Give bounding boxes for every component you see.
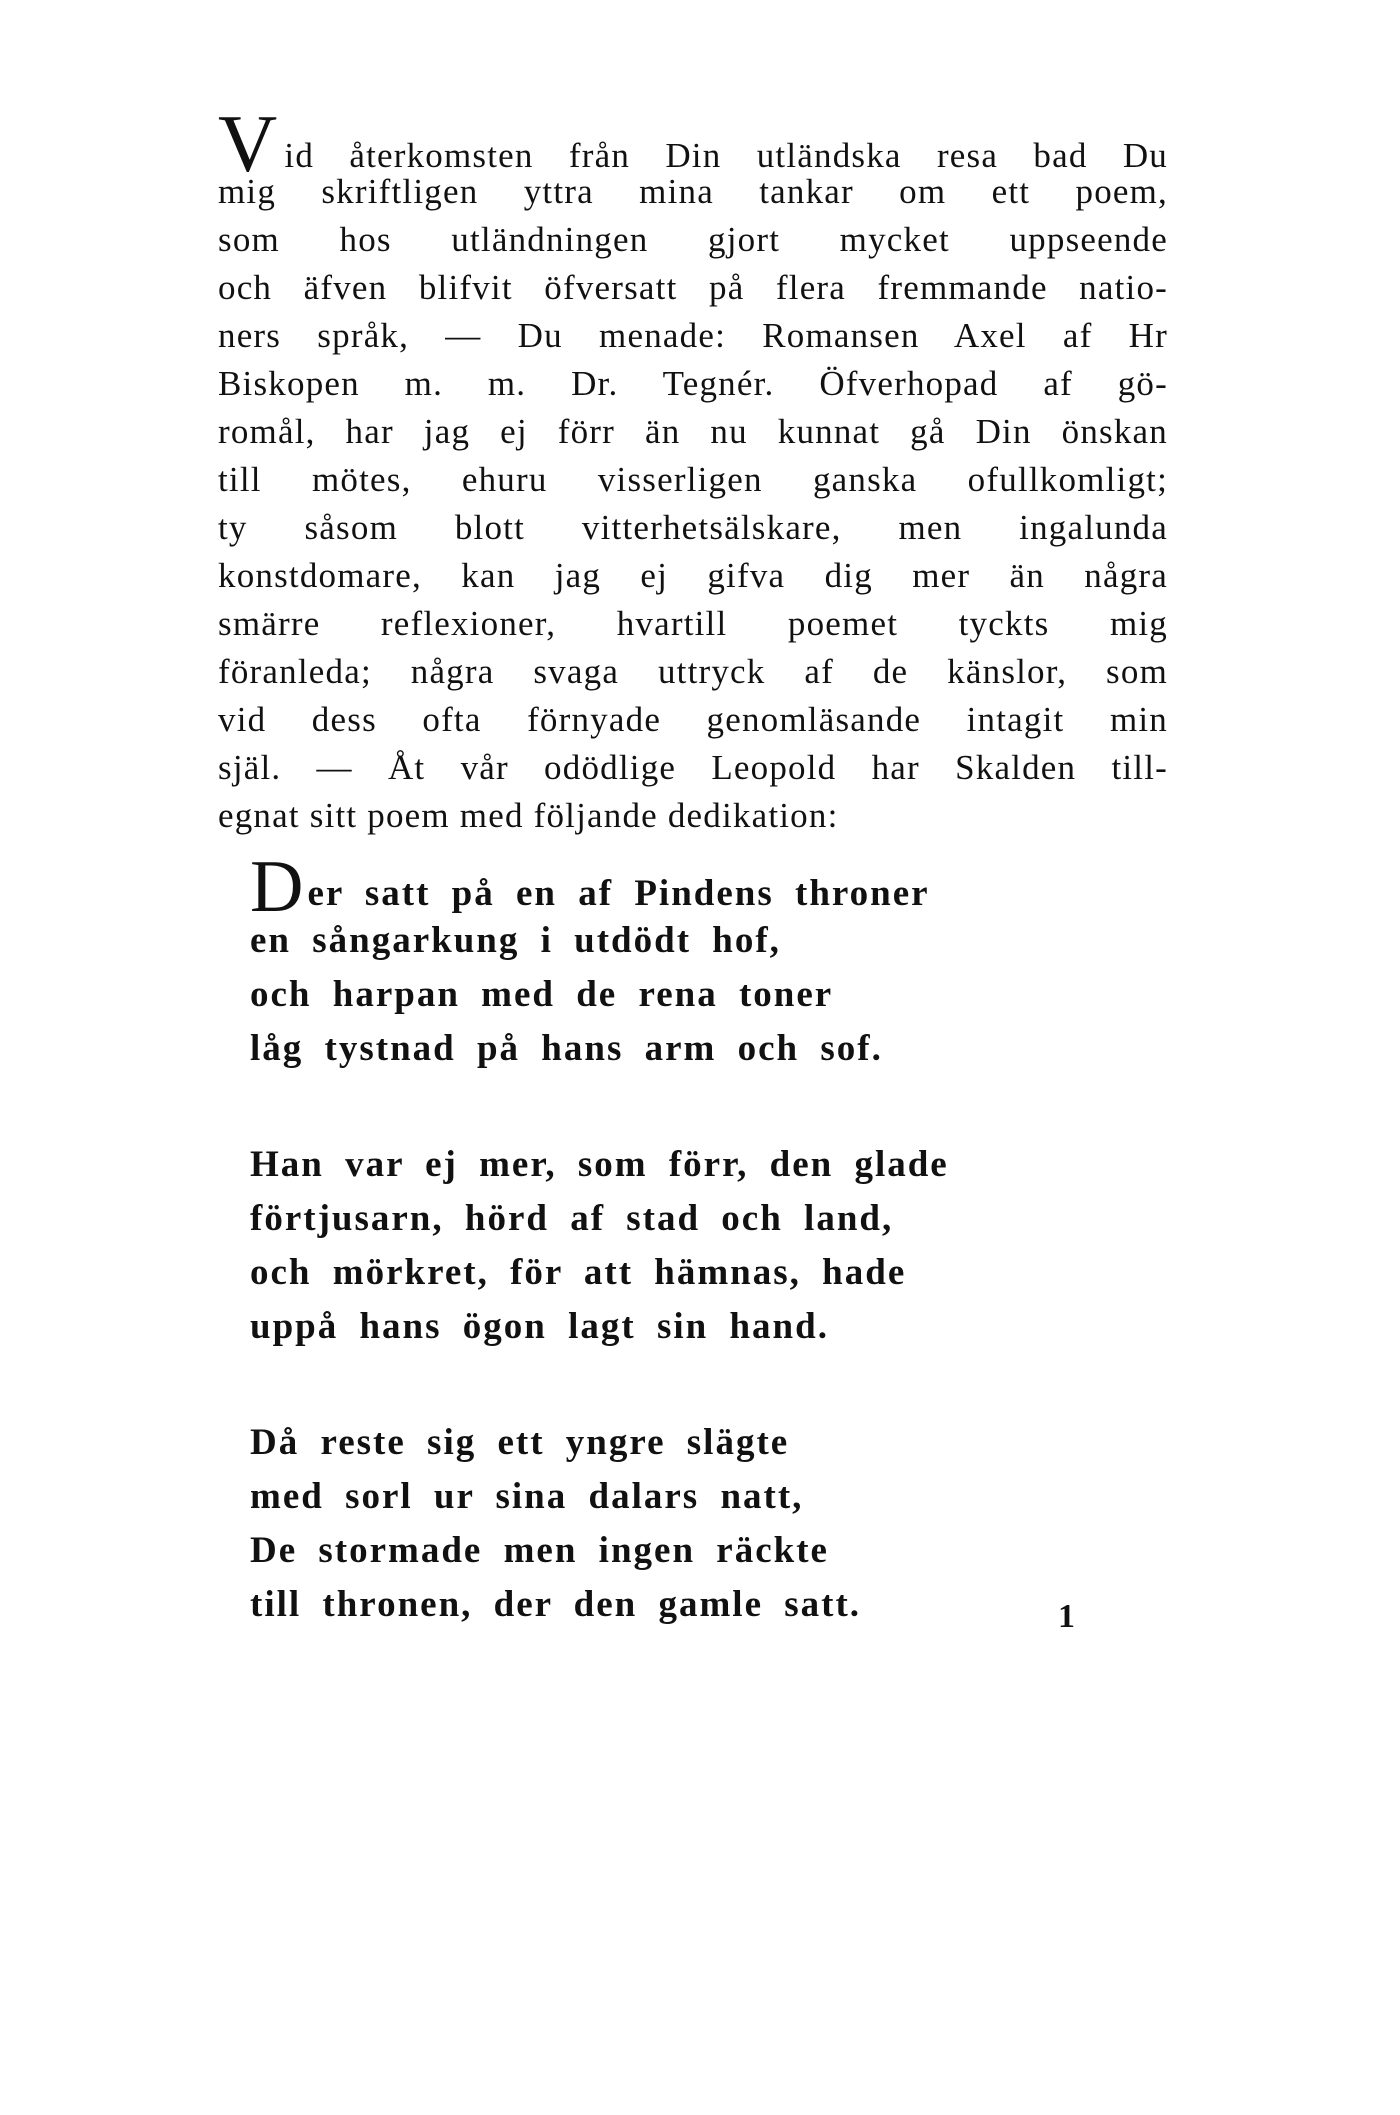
prose-line: mig skriftligen yttra mina tankar om ett poem, [218,172,1168,211]
prose-line: ners språk, — Du menade: Romansen Axel af Hr [218,316,1168,355]
prose-line: konstdomare, kan jag ej gifva dig mer än några [218,556,1168,595]
verse-line: och harpan med de rena toner [250,974,834,1015]
verse-line: till thronen, der den gamle satt. [250,1584,862,1625]
verse-line: uppå hans ögon lagt sin hand. [250,1306,829,1347]
verse-line: förtjusarn, hörd af stad och land, [250,1198,894,1239]
drop-cap-v: V [218,98,279,189]
verse-line: låg tystnad på hans arm och sof. [250,1028,883,1069]
prose-line: ty såsom blott vitterhetsälskare, men ingalunda [218,508,1168,547]
verse-line: Då reste sig ett yngre slägte [250,1422,790,1463]
drop-cap-d: D [250,846,306,928]
prose-line: till mötes, ehuru visserligen ganska ofullkomligt; [218,460,1168,499]
prose-line: vid dess ofta förnyade genomläsande intagit min [218,700,1168,739]
stanza [250,1138,1150,1354]
prose-line [218,98,1168,189]
verse-line: De stormade men ingen räckte [250,1530,829,1571]
prose-line: smärre reflexioner, hvartill poemet tyckts mig [218,604,1168,643]
prose-line: föranleda; några svaga uttryck af de känslor, som [218,652,1168,691]
verse-line [250,846,1150,928]
poem [250,846,1150,1694]
verse-line-text: er satt på en af Pindens throner [307,873,930,915]
verse-line: och mörkret, för att hämnas, hade [250,1252,907,1293]
prose-line: själ. — Åt vår odödlige Leopold har Skalden till- [218,748,1168,787]
signature-mark: 1 [1058,1598,1075,1635]
prose-line: egnat sitt poem med följande dedikation: [218,796,839,835]
prose-line: som hos utländningen gjort mycket uppseende [218,220,1168,259]
prose-line-text: id återkomsten från Din utländska resa bad Du [284,135,1168,175]
verse-line: Han var ej mer, som förr, den glade [250,1144,949,1185]
prose-line: Biskopen m. m. Dr. Tegnér. Öfverhopad af gö- [218,364,1168,403]
prose-line: och äfven blifvit öfversatt på flera fremmande natio- [218,268,1168,307]
verse-line: en sångarkung i utdödt hof, [250,920,781,961]
stanza [250,846,1150,1076]
verse-line: med sorl ur sina dalars natt, [250,1476,804,1517]
prose-line: romål, har jag ej förr än nu kunnat gå Din önskan [218,412,1168,451]
prose-paragraph [218,98,1168,840]
stanza [250,1416,1150,1632]
